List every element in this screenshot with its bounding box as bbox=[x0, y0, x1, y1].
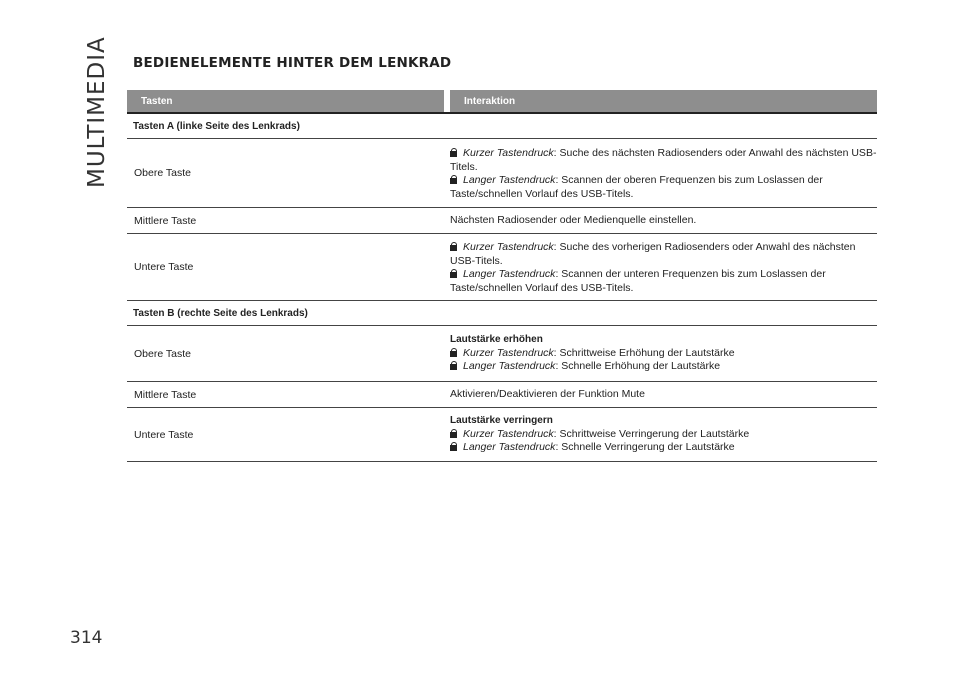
table-header bbox=[127, 90, 877, 114]
section-header-a: Tasten A (linke Seite des Lenkrads) bbox=[127, 114, 877, 139]
list-item: Langer Tastendruck: Scannen der unteren Frequenzen bis zum Loslassen der Taste/schnellen Vorlauf des USB-Titels. bbox=[450, 268, 826, 294]
row-label: Mittlere Taste bbox=[134, 388, 197, 401]
row-interaction: Aktivieren/Deaktivieren der Funktion Mute bbox=[450, 387, 645, 400]
list-item: Langer Tastendruck: Scannen der oberen Frequenzen bis zum Loslassen der Taste/schnellen Vorlauf des USB-Titels. bbox=[450, 174, 823, 200]
row-label: Obere Taste bbox=[134, 347, 192, 360]
row-title: Lautstärke erhöhen bbox=[450, 334, 543, 345]
column-header-interaktion: Interaktion bbox=[450, 90, 877, 112]
row-label: Obere Taste bbox=[134, 167, 192, 179]
column-header-tasten: Tasten bbox=[127, 90, 444, 112]
table-row bbox=[127, 408, 877, 462]
row-title: Lautstärke verringern bbox=[450, 415, 553, 426]
table-row bbox=[127, 326, 877, 382]
list-item: Kurzer Tastendruck: Schrittweise Erhöhung der Lautstärke bbox=[450, 347, 877, 361]
bullet-icon bbox=[450, 361, 457, 370]
row-interaction bbox=[450, 139, 877, 207]
row-interaction: Nächsten Radiosender oder Medienquelle einstellen. bbox=[450, 213, 697, 226]
list-item: Kurzer Tastendruck: Suche des vorherigen Radiosenders oder Anwahl des nächsten USB-Titels. bbox=[450, 241, 856, 267]
bullet-icon bbox=[450, 348, 457, 357]
table-row bbox=[127, 234, 877, 301]
table-row bbox=[127, 139, 877, 208]
row-label: Mittlere Taste bbox=[134, 214, 197, 227]
bullet-icon bbox=[450, 269, 457, 278]
list-item: Kurzer Tastendruck: Suche des nächsten Radiosenders oder Anwahl des nächsten USB-Titels. bbox=[450, 147, 877, 173]
controls-table bbox=[127, 90, 877, 462]
row-label: Untere Taste bbox=[134, 261, 194, 273]
table-row bbox=[127, 208, 877, 234]
row-interaction bbox=[450, 408, 877, 461]
bullet-icon bbox=[450, 429, 457, 438]
list-item: Langer Tastendruck: Schnelle Verringerung der Lautstärke bbox=[450, 441, 877, 455]
page-heading: BEDIENELEMENTE HINTER DEM LENKRAD bbox=[133, 55, 452, 71]
row-interaction bbox=[450, 326, 877, 381]
page-number: 314 bbox=[70, 628, 103, 648]
bullet-icon bbox=[450, 175, 457, 184]
section-header-b: Tasten B (rechte Seite des Lenkrads) bbox=[127, 301, 877, 326]
chapter-title bbox=[82, 36, 112, 190]
list-item: Langer Tastendruck: Schnelle Erhöhung der Lautstärke bbox=[450, 360, 877, 374]
bullet-icon bbox=[450, 242, 457, 251]
bullet-icon bbox=[450, 442, 457, 451]
row-interaction bbox=[450, 234, 877, 300]
table-row bbox=[127, 382, 877, 408]
chapter-title-text: MULTIMEDIA bbox=[84, 36, 110, 188]
list-item: Kurzer Tastendruck: Schrittweise Verringerung der Lautstärke bbox=[450, 428, 877, 442]
row-label: Untere Taste bbox=[134, 428, 194, 441]
bullet-icon bbox=[450, 148, 457, 157]
